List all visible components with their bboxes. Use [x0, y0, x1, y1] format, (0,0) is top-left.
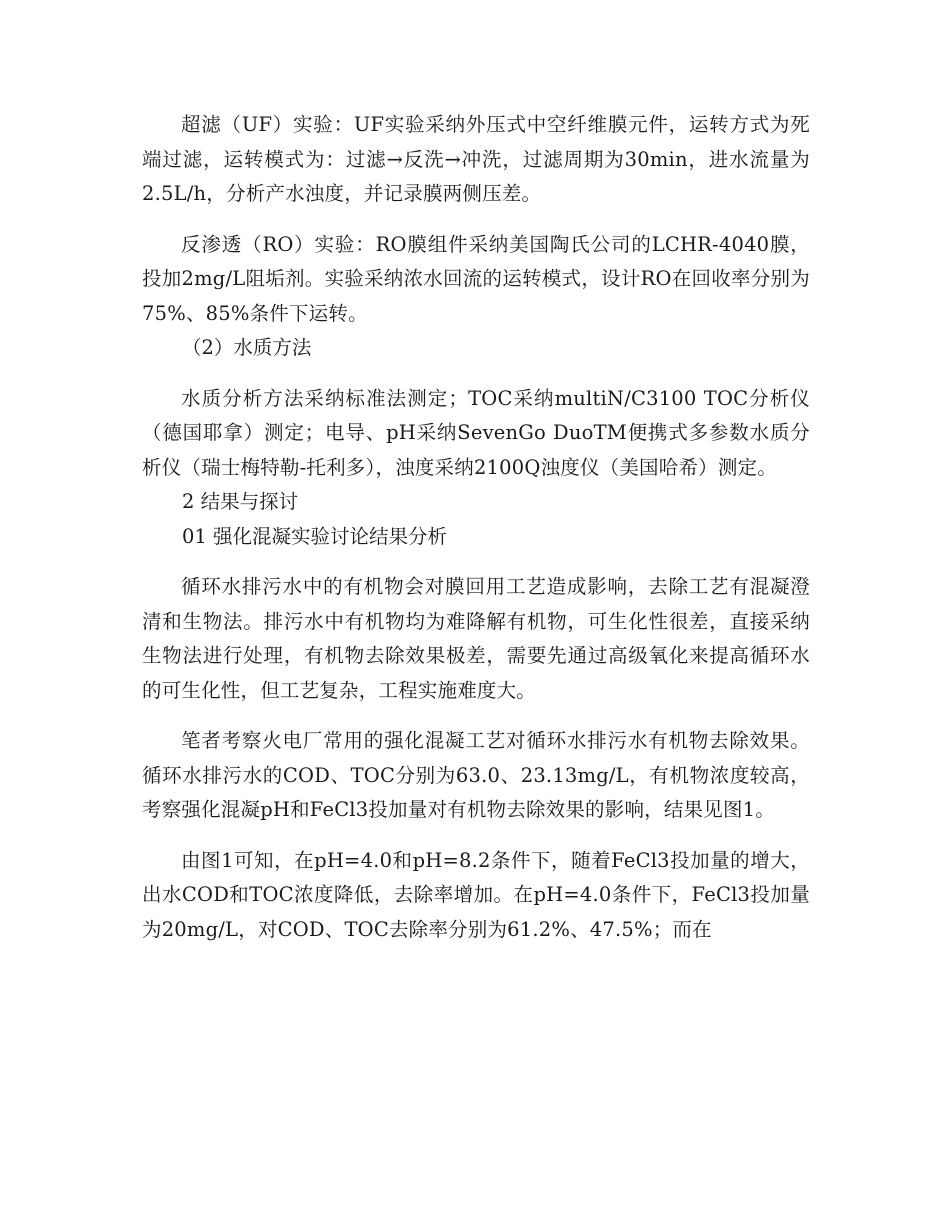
paragraph-ro-experiment: 反渗透（RO）实验：RO膜组件采纳美国陶氏公司的LCHR-4040膜，投加2mg/L阻垢剂。实验采纳浓水回流的运转模式，设计RO在回收率分别为75%、85%条件下运转。 [142, 232, 810, 325]
paragraph-uf-experiment: 超滤（UF）实验：UF实验采纳外压式中空纤维膜元件，运转方式为死端过滤，运转模式为：过滤→反洗→冲洗，过滤周期为30min，进水流量为2.5L/h，分析产水浊度，并记录膜两侧压差。 [142, 113, 810, 205]
paragraph-figure-analysis: 由图1可知，在pH=4.0和pH=8.2条件下，随着FeCl3投加量的增大，出水COD和TOC浓度降低，去除率增加。在pH=4.0条件下，FeCl3投加量为20mg/L，对COD、TOC去除率分别为61.2%、47.5%；而在 [142, 848, 810, 941]
section-heading-water-quality-method: （2）水质方法 [182, 336, 312, 359]
document-page [142, 108, 810, 947]
paragraph-water-quality-method: 水质分析方法采纳标准法测定；TOC采纳multiN/C3100 TOC分析仪（德国耶拿）测定；电导、pH采纳SevenGo DuoTM便携式多参数水质分析仪（瑞士梅特勒-托利多），浊度采纳2100Q浊度仪（美国哈希）测定。 [142, 386, 810, 479]
subsection-heading-coagulation: 01 强化混凝实验讨论结果分析 [182, 524, 448, 548]
section-heading-results: 2 结果与探讨 [182, 490, 299, 513]
paragraph-organic-matter: 循环水排污水中的有机物会对膜回用工艺造成影响，去除工艺有混凝澄清和生物法。排污水中有机物均为难降解有机物，可生化性很差，直接采纳生物法进行处理，有机物去除效果极差，需要先通过高级氧化来提高循环水的可生化性，但工艺复杂，工程实施难度大。 [142, 575, 810, 702]
paragraph-coagulation-study: 笔者考察火电厂常用的强化混凝工艺对循环水排污水有机物去除效果。循环水排污水的COD、TOC分别为63.0、23.13mg/L，有机物浓度较高，考察强化混凝pH和FeCl3投加量对有机物去除效果的影响，结果见图1。 [142, 729, 810, 821]
